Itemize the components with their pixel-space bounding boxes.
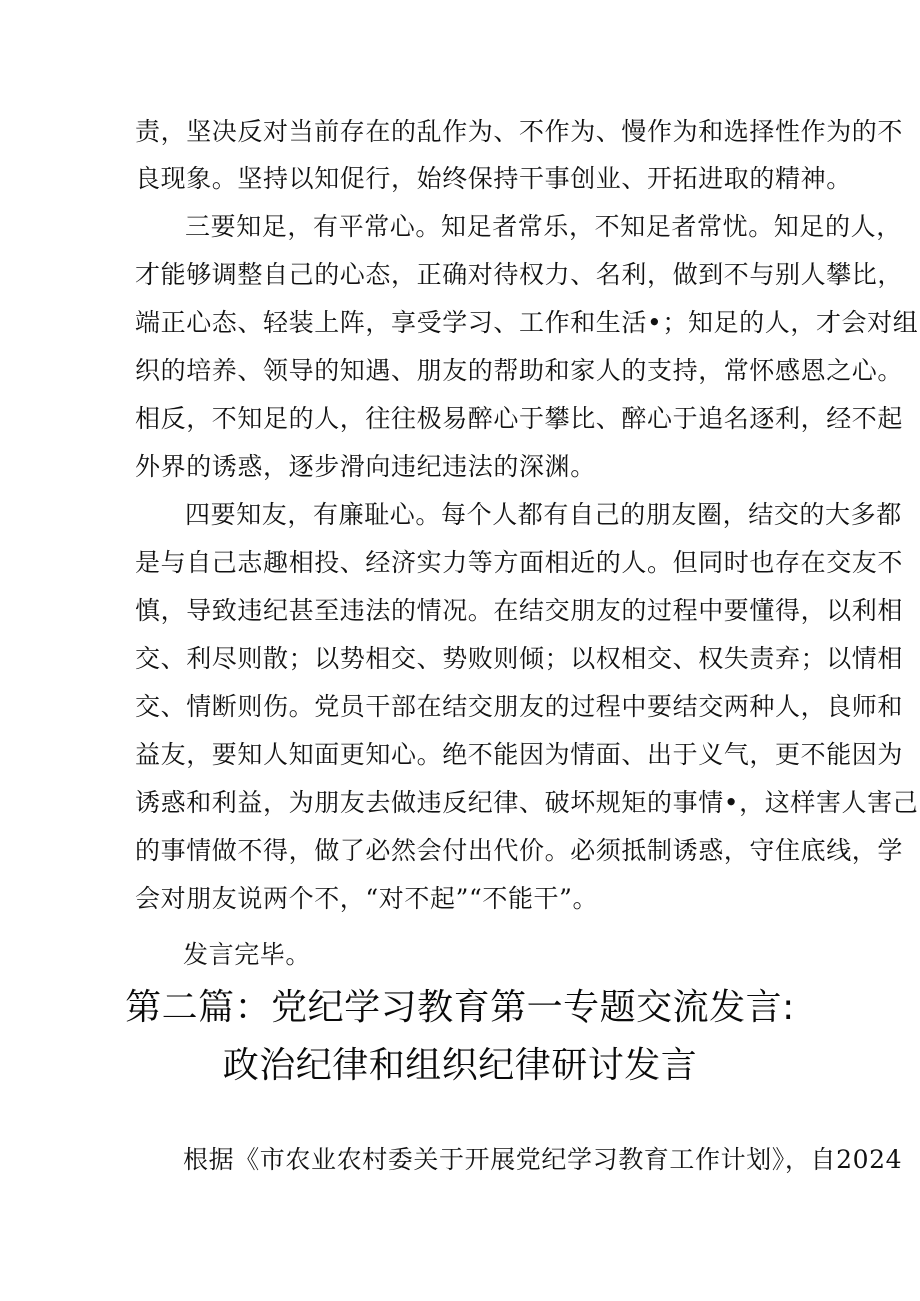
text-line: 是与自己志趣相投、经济实力等方面相近的人。但同时也存在交友不: [135, 548, 904, 577]
text-line: 四要知友，有廉耻心。每个人都有自己的朋友圈，结交的大多都: [185, 500, 902, 529]
text-line: 外界的诱惑，逐步滑向违纪违法的深渊。: [135, 452, 596, 481]
text-line: 慎，导致违纪甚至违法的情况。在结交朋友的过程中要懂得，以利相: [135, 596, 904, 625]
text-line: 端正心态、轻装上阵，享受学习、工作和生活•；知足的人，才会对组: [135, 308, 919, 337]
text-line: 责，坚决反对当前存在的乱作为、不作为、慢作为和选择性作为的不: [135, 117, 904, 146]
text-line: 交、情断则伤。党员干部在结交朋友的过程中要结交两种人，良师和: [135, 692, 904, 721]
section-heading-line-1: 第二篇：党纪学习教育第一专题交流发言:: [125, 987, 795, 1028]
text-line: 相反，不知足的人，往往极易醉心于攀比、醉心于追名逐利，经不起: [135, 404, 904, 433]
text-line: 良现象。坚持以知促行，始终保持干事创业、开拓进取的精神。: [135, 164, 852, 193]
text-line: 根据《市农业农村委关于开展党纪学习教育工作计划》，自2024: [183, 1145, 903, 1174]
text-line: 会对朋友说两个不，“对不起”“不能干”。: [135, 884, 599, 913]
text-line: 织的培养、领导的知遇、朋友的帮助和家人的支持，常怀感恩之心。: [135, 356, 904, 385]
text-line: 的事情做不得，做了必然会付出代价。必须抵制诱惑，守住底线，学: [135, 836, 904, 865]
closing-line: 发言完毕。: [183, 940, 312, 969]
text-line: 诱惑和利益，为朋友去做违反纪律、破坏规矩的事情•，这样害人害己: [135, 788, 919, 817]
section-heading-line-2: 政治纪律和组织纪律研讨发言: [222, 1045, 698, 1086]
text-line: 才能够调整自己的心态，正确对待权力、名利，做到不与别人攀比，: [135, 260, 904, 289]
text-line: 益友，要知人知面更知心。绝不能因为情面、出于义气，更不能因为: [135, 740, 904, 769]
text-line: 三要知足，有平常心。知足者常乐，不知足者常忧。知足的人，: [185, 212, 902, 241]
text-line: 交、利尽则散；以势相交、势败则倾；以权相交、权失责弃；以情相: [135, 644, 904, 673]
